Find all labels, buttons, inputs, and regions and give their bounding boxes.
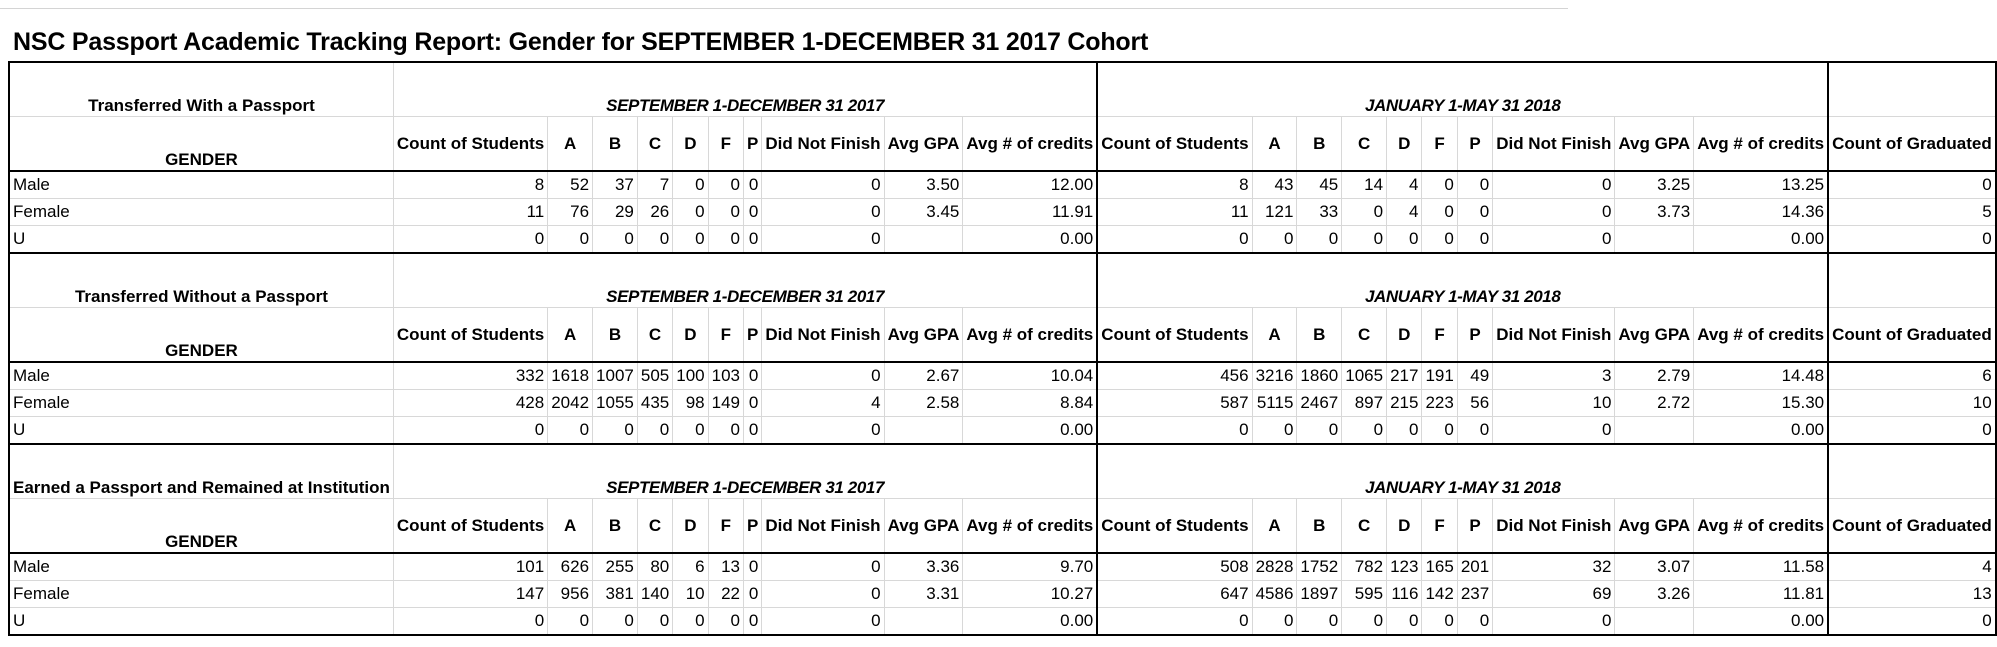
value-cell: 14.36 bbox=[1694, 199, 1828, 226]
column-header: F bbox=[708, 308, 743, 363]
value-cell: 5115 bbox=[1252, 390, 1297, 417]
value-cell: 101 bbox=[393, 553, 547, 581]
value-cell: 2.79 bbox=[1615, 362, 1694, 390]
value-cell: 0 bbox=[744, 390, 762, 417]
graduated-cell: 0 bbox=[1828, 171, 1996, 199]
column-header: P bbox=[744, 499, 762, 554]
value-cell: 52 bbox=[548, 171, 593, 199]
value-cell: 0 bbox=[1297, 417, 1342, 445]
graduated-cell: 6 bbox=[1828, 362, 1996, 390]
value-cell: 4586 bbox=[1252, 581, 1297, 608]
table-body bbox=[9, 62, 1996, 635]
table-row bbox=[9, 581, 1996, 608]
value-cell: 0 bbox=[744, 581, 762, 608]
value-cell: 215 bbox=[1387, 390, 1422, 417]
value-cell: 0 bbox=[762, 226, 884, 254]
value-cell: 237 bbox=[1457, 581, 1492, 608]
value-cell: 0 bbox=[762, 171, 884, 199]
value-cell: 10.27 bbox=[963, 581, 1097, 608]
table-row bbox=[9, 417, 1996, 445]
value-cell: 0 bbox=[1422, 417, 1457, 445]
value-cell: 223 bbox=[1422, 390, 1457, 417]
value-cell: 45 bbox=[1297, 171, 1342, 199]
column-header: C bbox=[637, 117, 672, 172]
value-cell: 2.67 bbox=[884, 362, 963, 390]
value-cell: 647 bbox=[1097, 581, 1252, 608]
value-cell: 0 bbox=[744, 553, 762, 581]
value-cell: 0.00 bbox=[963, 608, 1097, 636]
graduated-header-spacer bbox=[1828, 62, 1996, 117]
value-cell: 43 bbox=[1252, 171, 1297, 199]
graduated-cell: 5 bbox=[1828, 199, 1996, 226]
value-cell: 11 bbox=[1097, 199, 1252, 226]
value-cell: 191 bbox=[1422, 362, 1457, 390]
value-cell: 13 bbox=[708, 553, 743, 581]
table-row bbox=[9, 171, 1996, 199]
value-cell: 37 bbox=[593, 171, 638, 199]
column-header: D bbox=[1387, 117, 1422, 172]
graduated-cell: 13 bbox=[1828, 581, 1996, 608]
value-cell: 4 bbox=[762, 390, 884, 417]
value-cell: 2467 bbox=[1297, 390, 1342, 417]
value-cell: 0 bbox=[708, 226, 743, 254]
column-header-row bbox=[9, 308, 1996, 363]
value-cell: 0 bbox=[673, 226, 708, 254]
value-cell: 3.07 bbox=[1615, 553, 1694, 581]
value-cell: 10 bbox=[1493, 390, 1615, 417]
value-cell: 11 bbox=[393, 199, 547, 226]
period-label: SEPTEMBER 1-DECEMBER 31 2017 bbox=[393, 444, 1097, 499]
value-cell: 1007 bbox=[593, 362, 638, 390]
value-cell: 435 bbox=[637, 390, 672, 417]
column-header: Avg GPA bbox=[884, 499, 963, 554]
column-header: GENDER bbox=[9, 117, 393, 172]
column-header: Did Not Finish bbox=[1493, 308, 1615, 363]
column-header: F bbox=[1422, 117, 1457, 172]
column-header: P bbox=[1457, 117, 1492, 172]
value-cell: 0 bbox=[1297, 226, 1342, 254]
value-cell bbox=[884, 226, 963, 254]
column-header: Avg GPA bbox=[1615, 499, 1694, 554]
period-label: SEPTEMBER 1-DECEMBER 31 2017 bbox=[393, 253, 1097, 308]
value-cell: 11.81 bbox=[1694, 581, 1828, 608]
column-header: P bbox=[1457, 308, 1492, 363]
column-header: F bbox=[1422, 308, 1457, 363]
value-cell bbox=[884, 608, 963, 636]
top-divider bbox=[0, 8, 1568, 9]
column-header: A bbox=[548, 308, 593, 363]
value-cell: 381 bbox=[593, 581, 638, 608]
value-cell: 4 bbox=[1387, 199, 1422, 226]
value-cell: 3.36 bbox=[884, 553, 963, 581]
column-header: Avg # of credits bbox=[963, 308, 1097, 363]
value-cell: 0 bbox=[744, 226, 762, 254]
column-header: Avg GPA bbox=[884, 117, 963, 172]
value-cell: 0 bbox=[673, 608, 708, 636]
value-cell: 0 bbox=[744, 417, 762, 445]
value-cell: 3.25 bbox=[1615, 171, 1694, 199]
column-header: P bbox=[744, 117, 762, 172]
section-header-row bbox=[9, 444, 1996, 499]
value-cell: 2.72 bbox=[1615, 390, 1694, 417]
value-cell: 0 bbox=[1493, 608, 1615, 636]
column-header: Did Not Finish bbox=[1493, 499, 1615, 554]
column-header: Count of Students bbox=[1097, 308, 1252, 363]
value-cell: 0 bbox=[762, 608, 884, 636]
period-label: JANUARY 1-MAY 31 2018 bbox=[1097, 444, 1828, 499]
value-cell: 0 bbox=[393, 608, 547, 636]
column-header: Avg # of credits bbox=[1694, 308, 1828, 363]
value-cell: 0.00 bbox=[963, 226, 1097, 254]
column-header: Did Not Finish bbox=[1493, 117, 1615, 172]
graduated-cell: 0 bbox=[1828, 608, 1996, 636]
value-cell: 0 bbox=[708, 608, 743, 636]
value-cell: 10 bbox=[673, 581, 708, 608]
column-header: A bbox=[548, 117, 593, 172]
value-cell: 456 bbox=[1097, 362, 1252, 390]
column-header: Avg GPA bbox=[1615, 308, 1694, 363]
value-cell: 0 bbox=[637, 608, 672, 636]
gender-cell: U bbox=[9, 417, 393, 445]
gender-cell: Male bbox=[9, 362, 393, 390]
value-cell: 587 bbox=[1097, 390, 1252, 417]
value-cell: 0 bbox=[1387, 226, 1422, 254]
value-cell: 80 bbox=[637, 553, 672, 581]
value-cell: 0 bbox=[1252, 226, 1297, 254]
column-header: Did Not Finish bbox=[762, 117, 884, 172]
value-cell: 4 bbox=[1387, 171, 1422, 199]
table-row bbox=[9, 553, 1996, 581]
value-cell: 3.31 bbox=[884, 581, 963, 608]
value-cell: 8.84 bbox=[963, 390, 1097, 417]
value-cell: 0 bbox=[1342, 608, 1387, 636]
value-cell: 0 bbox=[708, 199, 743, 226]
value-cell: 142 bbox=[1422, 581, 1457, 608]
section-title: Earned a Passport and Remained at Institution bbox=[9, 444, 393, 499]
value-cell: 13.25 bbox=[1694, 171, 1828, 199]
value-cell: 0 bbox=[393, 417, 547, 445]
table-row bbox=[9, 199, 1996, 226]
value-cell: 0 bbox=[762, 199, 884, 226]
value-cell: 595 bbox=[1342, 581, 1387, 608]
value-cell: 103 bbox=[708, 362, 743, 390]
column-header: Count of Students bbox=[1097, 117, 1252, 172]
value-cell: 0 bbox=[1252, 608, 1297, 636]
column-header: D bbox=[673, 308, 708, 363]
value-cell: 0 bbox=[1493, 171, 1615, 199]
table-row bbox=[9, 608, 1996, 636]
value-cell: 0 bbox=[1493, 226, 1615, 254]
value-cell: 7 bbox=[637, 171, 672, 199]
section-header-row bbox=[9, 62, 1996, 117]
value-cell: 0 bbox=[1422, 608, 1457, 636]
value-cell: 26 bbox=[637, 199, 672, 226]
value-cell: 428 bbox=[393, 390, 547, 417]
value-cell: 0 bbox=[1493, 417, 1615, 445]
value-cell bbox=[1615, 608, 1694, 636]
value-cell: 0 bbox=[593, 226, 638, 254]
value-cell: 0 bbox=[1422, 199, 1457, 226]
value-cell: 0 bbox=[1493, 199, 1615, 226]
column-header: P bbox=[1457, 499, 1492, 554]
value-cell: 0 bbox=[1457, 226, 1492, 254]
value-cell: 2042 bbox=[548, 390, 593, 417]
value-cell: 3.26 bbox=[1615, 581, 1694, 608]
column-header: C bbox=[1342, 499, 1387, 554]
column-header: D bbox=[673, 117, 708, 172]
value-cell: 0 bbox=[548, 226, 593, 254]
value-cell: 0 bbox=[762, 553, 884, 581]
value-cell: 956 bbox=[548, 581, 593, 608]
value-cell: 29 bbox=[593, 199, 638, 226]
table-row bbox=[9, 226, 1996, 254]
column-header: Count of Graduated bbox=[1828, 117, 1996, 172]
value-cell: 0 bbox=[673, 417, 708, 445]
value-cell: 22 bbox=[708, 581, 743, 608]
value-cell: 0 bbox=[1097, 608, 1252, 636]
column-header: A bbox=[1252, 308, 1297, 363]
column-header: Count of Students bbox=[393, 308, 547, 363]
column-header: Avg GPA bbox=[884, 308, 963, 363]
value-cell: 0.00 bbox=[1694, 226, 1828, 254]
value-cell: 3.45 bbox=[884, 199, 963, 226]
value-cell: 9.70 bbox=[963, 553, 1097, 581]
tracking-table bbox=[8, 61, 1997, 636]
value-cell: 3216 bbox=[1252, 362, 1297, 390]
column-header: Count of Students bbox=[393, 499, 547, 554]
value-cell: 508 bbox=[1097, 553, 1252, 581]
value-cell: 0 bbox=[548, 608, 593, 636]
column-header: Count of Students bbox=[1097, 499, 1252, 554]
value-cell: 0 bbox=[1422, 226, 1457, 254]
value-cell: 0 bbox=[593, 417, 638, 445]
value-cell: 0 bbox=[1252, 417, 1297, 445]
graduated-cell: 10 bbox=[1828, 390, 1996, 417]
column-header-row bbox=[9, 499, 1996, 554]
column-header: Avg # of credits bbox=[963, 117, 1097, 172]
value-cell: 32 bbox=[1493, 553, 1615, 581]
column-header: Did Not Finish bbox=[762, 499, 884, 554]
column-header: B bbox=[1297, 117, 1342, 172]
gender-cell: Female bbox=[9, 390, 393, 417]
value-cell: 76 bbox=[548, 199, 593, 226]
value-cell: 0 bbox=[708, 171, 743, 199]
value-cell: 0 bbox=[708, 417, 743, 445]
value-cell: 69 bbox=[1493, 581, 1615, 608]
value-cell bbox=[1615, 226, 1694, 254]
period-label: JANUARY 1-MAY 31 2018 bbox=[1097, 253, 1828, 308]
value-cell: 2828 bbox=[1252, 553, 1297, 581]
value-cell: 15.30 bbox=[1694, 390, 1828, 417]
value-cell: 140 bbox=[637, 581, 672, 608]
column-header: B bbox=[593, 117, 638, 172]
value-cell: 2.58 bbox=[884, 390, 963, 417]
gender-cell: U bbox=[9, 608, 393, 636]
value-cell: 0 bbox=[1342, 199, 1387, 226]
graduated-header-spacer bbox=[1828, 444, 1996, 499]
value-cell: 217 bbox=[1387, 362, 1422, 390]
graduated-header-spacer bbox=[1828, 253, 1996, 308]
column-header: P bbox=[744, 308, 762, 363]
value-cell: 0 bbox=[673, 171, 708, 199]
value-cell: 0 bbox=[1457, 171, 1492, 199]
value-cell: 0 bbox=[762, 362, 884, 390]
column-header-row bbox=[9, 117, 1996, 172]
value-cell: 0 bbox=[393, 226, 547, 254]
gender-cell: Male bbox=[9, 171, 393, 199]
value-cell bbox=[884, 417, 963, 445]
value-cell: 14 bbox=[1342, 171, 1387, 199]
value-cell: 0.00 bbox=[1694, 608, 1828, 636]
value-cell: 0 bbox=[762, 581, 884, 608]
graduated-cell: 0 bbox=[1828, 417, 1996, 445]
period-label: SEPTEMBER 1-DECEMBER 31 2017 bbox=[393, 62, 1097, 117]
value-cell: 10.04 bbox=[963, 362, 1097, 390]
value-cell: 0 bbox=[1342, 226, 1387, 254]
value-cell: 0 bbox=[744, 171, 762, 199]
value-cell: 1860 bbox=[1297, 362, 1342, 390]
value-cell: 33 bbox=[1297, 199, 1342, 226]
value-cell: 897 bbox=[1342, 390, 1387, 417]
value-cell: 0 bbox=[548, 417, 593, 445]
value-cell: 0 bbox=[1387, 417, 1422, 445]
section-header-row bbox=[9, 253, 1996, 308]
value-cell: 0 bbox=[637, 417, 672, 445]
column-header: D bbox=[1387, 308, 1422, 363]
gender-cell: U bbox=[9, 226, 393, 254]
column-header: F bbox=[708, 117, 743, 172]
value-cell: 3 bbox=[1493, 362, 1615, 390]
value-cell: 0 bbox=[1097, 226, 1252, 254]
value-cell: 165 bbox=[1422, 553, 1457, 581]
value-cell: 255 bbox=[593, 553, 638, 581]
column-header: GENDER bbox=[9, 308, 393, 363]
column-header: Count of Graduated bbox=[1828, 308, 1996, 363]
column-header: GENDER bbox=[9, 499, 393, 554]
value-cell: 1752 bbox=[1297, 553, 1342, 581]
gender-cell: Female bbox=[9, 199, 393, 226]
value-cell: 1897 bbox=[1297, 581, 1342, 608]
value-cell: 0 bbox=[762, 417, 884, 445]
table-row bbox=[9, 390, 1996, 417]
value-cell: 11.91 bbox=[963, 199, 1097, 226]
column-header: F bbox=[1422, 499, 1457, 554]
column-header: Avg GPA bbox=[1615, 117, 1694, 172]
value-cell: 8 bbox=[1097, 171, 1252, 199]
value-cell: 0 bbox=[1097, 417, 1252, 445]
value-cell: 0.00 bbox=[963, 417, 1097, 445]
value-cell: 0 bbox=[1297, 608, 1342, 636]
graduated-cell: 4 bbox=[1828, 553, 1996, 581]
value-cell: 98 bbox=[673, 390, 708, 417]
value-cell: 11.58 bbox=[1694, 553, 1828, 581]
value-cell: 0 bbox=[593, 608, 638, 636]
value-cell: 8 bbox=[393, 171, 547, 199]
column-header: A bbox=[1252, 117, 1297, 172]
section-title: Transferred Without a Passport bbox=[9, 253, 393, 308]
value-cell: 0 bbox=[1422, 171, 1457, 199]
value-cell: 0 bbox=[744, 608, 762, 636]
value-cell: 332 bbox=[393, 362, 547, 390]
value-cell: 147 bbox=[393, 581, 547, 608]
value-cell: 149 bbox=[708, 390, 743, 417]
value-cell: 1055 bbox=[593, 390, 638, 417]
column-header: Avg # of credits bbox=[1694, 117, 1828, 172]
section-title: Transferred With a Passport bbox=[9, 62, 393, 117]
value-cell: 100 bbox=[673, 362, 708, 390]
gender-cell: Female bbox=[9, 581, 393, 608]
value-cell: 0 bbox=[1457, 199, 1492, 226]
column-header: Did Not Finish bbox=[762, 308, 884, 363]
value-cell: 626 bbox=[548, 553, 593, 581]
value-cell: 1065 bbox=[1342, 362, 1387, 390]
graduated-cell: 0 bbox=[1828, 226, 1996, 254]
column-header: D bbox=[673, 499, 708, 554]
value-cell: 201 bbox=[1457, 553, 1492, 581]
value-cell: 0 bbox=[637, 226, 672, 254]
value-cell: 116 bbox=[1387, 581, 1422, 608]
column-header: B bbox=[593, 499, 638, 554]
column-header: Avg # of credits bbox=[963, 499, 1097, 554]
value-cell: 0.00 bbox=[1694, 417, 1828, 445]
value-cell: 56 bbox=[1457, 390, 1492, 417]
value-cell: 3.50 bbox=[884, 171, 963, 199]
value-cell: 49 bbox=[1457, 362, 1492, 390]
value-cell: 0 bbox=[744, 199, 762, 226]
column-header: B bbox=[593, 308, 638, 363]
column-header: C bbox=[637, 308, 672, 363]
period-label: JANUARY 1-MAY 31 2018 bbox=[1097, 62, 1828, 117]
column-header: F bbox=[708, 499, 743, 554]
value-cell: 782 bbox=[1342, 553, 1387, 581]
column-header: C bbox=[637, 499, 672, 554]
column-header: B bbox=[1297, 308, 1342, 363]
value-cell: 123 bbox=[1387, 553, 1422, 581]
gender-cell: Male bbox=[9, 553, 393, 581]
column-header: A bbox=[1252, 499, 1297, 554]
value-cell: 505 bbox=[637, 362, 672, 390]
column-header: D bbox=[1387, 499, 1422, 554]
value-cell: 3.73 bbox=[1615, 199, 1694, 226]
value-cell: 121 bbox=[1252, 199, 1297, 226]
column-header: A bbox=[548, 499, 593, 554]
report-title: NSC Passport Academic Tracking Report: Gender for SEPTEMBER 1-DECEMBER 31 2017 Cohort bbox=[13, 28, 1149, 56]
value-cell: 1618 bbox=[548, 362, 593, 390]
value-cell: 14.48 bbox=[1694, 362, 1828, 390]
column-header: C bbox=[1342, 308, 1387, 363]
value-cell: 0 bbox=[1457, 417, 1492, 445]
column-header: Count of Students bbox=[393, 117, 547, 172]
column-header: C bbox=[1342, 117, 1387, 172]
value-cell: 12.00 bbox=[963, 171, 1097, 199]
value-cell: 0 bbox=[1387, 608, 1422, 636]
column-header: Count of Graduated bbox=[1828, 499, 1996, 554]
value-cell: 0 bbox=[744, 362, 762, 390]
value-cell: 6 bbox=[673, 553, 708, 581]
table-row bbox=[9, 362, 1996, 390]
value-cell bbox=[1615, 417, 1694, 445]
value-cell: 0 bbox=[1342, 417, 1387, 445]
column-header: Avg # of credits bbox=[1694, 499, 1828, 554]
column-header: B bbox=[1297, 499, 1342, 554]
value-cell: 0 bbox=[673, 199, 708, 226]
value-cell: 0 bbox=[1457, 608, 1492, 636]
